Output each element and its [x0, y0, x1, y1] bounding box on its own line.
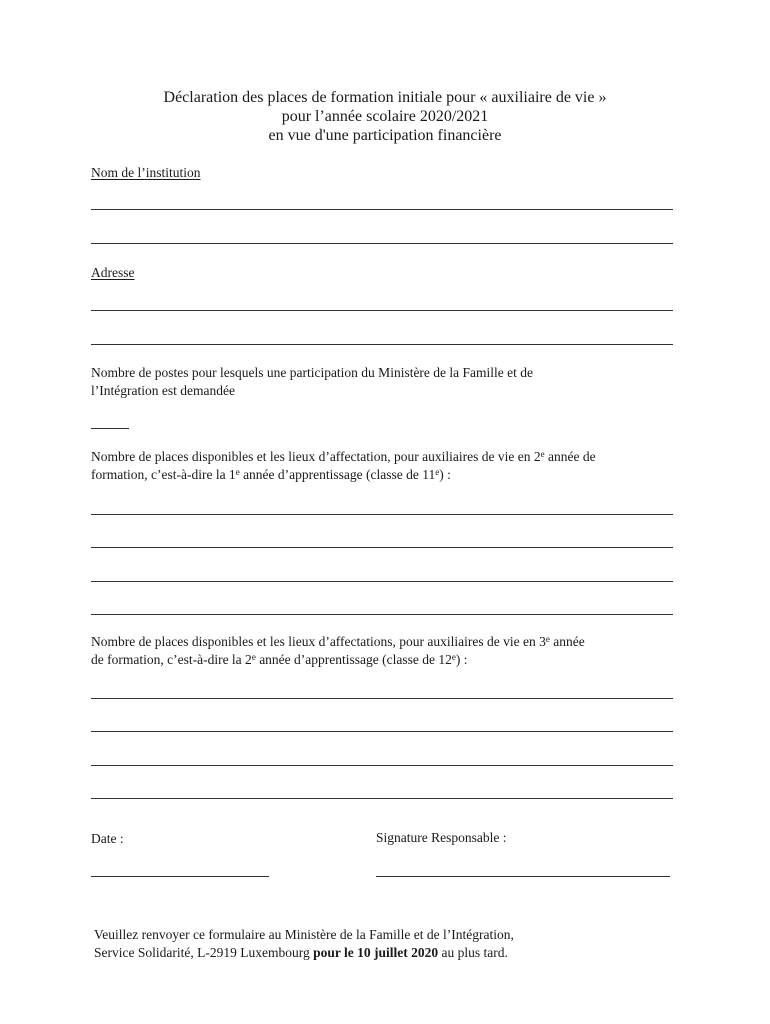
postes-count-line[interactable]: [91, 428, 129, 429]
places-3e-line-1: Nombre de places disponibles et les lieux d’affectations, pour auxiliaires de vie en 3e année: [91, 634, 585, 649]
date-line[interactable]: [91, 876, 269, 877]
footer-line-1: Veuillez renvoyer ce formulaire au Ministère de la Famille et de l’Intégration,: [94, 927, 514, 942]
places-3e-line-input-3[interactable]: [91, 765, 673, 766]
title-line-2: pour l’année scolaire 2020/2021: [281, 108, 489, 125]
institution-label: Nom de l’institution: [91, 165, 201, 180]
places-3e-paragraph: [91, 633, 676, 669]
places-2e-line-input-3[interactable]: [91, 581, 673, 582]
institution-line-2[interactable]: [91, 243, 673, 244]
title-line-3: en vue d'une participation financière: [268, 127, 502, 144]
places-2e-line-input-1[interactable]: [91, 514, 673, 515]
postes-paragraph: [91, 364, 676, 400]
address-label: Adresse: [91, 265, 135, 280]
postes-line-1: Nombre de postes pour lesquels une participation du Ministère de la Famille et de: [91, 365, 534, 380]
footer-line-2: Service Solidarité, L-2919 Luxembourg pour le 10 juillet 2020 au plus tard.: [94, 945, 508, 960]
title-line-1: Déclaration des places de formation initiale pour « auxiliaire de vie »: [163, 89, 607, 106]
return-instructions: [94, 926, 514, 962]
places-2e-line-1: Nombre de places disponibles et les lieux d’affectation, pour auxiliaires de vie en 2e année de: [91, 449, 596, 464]
places-2e-line-2: formation, c’est-à-dire la 1e année d’apprentissage (classe de 11e) :: [91, 467, 451, 482]
date-label: Date :: [91, 831, 124, 846]
institution-line-1[interactable]: [91, 209, 673, 210]
places-3e-line-input-4[interactable]: [91, 798, 673, 799]
postes-line-2: l’Intégration est demandée: [91, 383, 235, 398]
signature-line[interactable]: [376, 876, 670, 877]
deadline-text: pour le 10 juillet 2020: [313, 945, 439, 960]
document-title: [0, 88, 770, 145]
places-2e-line-input-4[interactable]: [91, 614, 673, 615]
places-3e-line-input-2[interactable]: [91, 731, 673, 732]
places-3e-line-2: de formation, c’est-à-dire la 2e année d’apprentissage (classe de 12e) :: [91, 652, 468, 667]
signature-label: Signature Responsable :: [376, 830, 507, 845]
address-line-1[interactable]: [91, 310, 673, 311]
places-2e-paragraph: [91, 448, 676, 484]
address-line-2[interactable]: [91, 344, 673, 345]
places-3e-line-input-1[interactable]: [91, 698, 673, 699]
places-2e-line-input-2[interactable]: [91, 547, 673, 548]
